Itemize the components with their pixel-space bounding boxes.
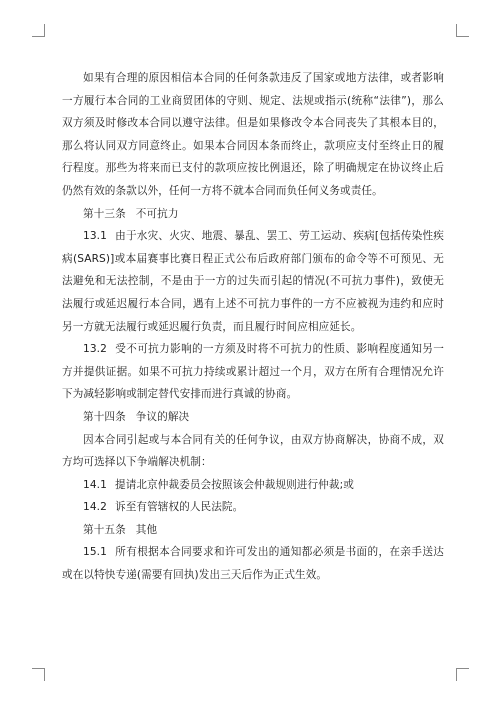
crop-mark-top-right [456,24,469,37]
clause-15-1 [62,541,444,586]
clause-13-1-number: 13.1 [83,230,107,243]
clause-14-2 [62,496,444,519]
crop-mark-bottom-left [32,668,45,681]
section-14-heading [62,406,444,429]
clause-14-2-number: 14.2 [83,501,107,514]
clause-14-2-text: 诉至有管辖权的人民法院。 [115,501,244,514]
paragraph-termination-due-to-law: 如果有合理的原因相信本合同的任何条款违反了国家或地方法律，或者影响一方履行本合同的工业商贸团体的守则、规定、法规或指示(统称“法律”)，那么双方须及时修改本合同以遵守法律。但是如果修改令本合同丧失了其根本目的，那么将认同双方同意终止。如果本合同因本条而终止，款项应支付至终止日的履行程度。那些为将来而已支付的款项应按比例退还，除了明确规定在协议终止后仍然有效的条款以外，任何一方将不就本合同而负任何义务或责任。 [62,72,444,197]
clause-13-2-text: 受不可抗力影响的一方须及时将不可抗力的性质、影响程度通知另一方并提供证据。如果不可抗力持续或累计超过一个月，双方在所有合理情况允许下为减轻影响或制定替代安排而进行真诚的协商。 [62,343,444,401]
clause-13-2-number: 13.2 [83,343,107,356]
section-15-heading [62,519,444,542]
clause-13-1 [62,225,444,338]
clause-14-1-number: 14.1 [83,478,107,491]
section-13-title: 不可抗力 [135,207,179,220]
clause-14-1-text: 提请北京仲裁委员会按照该会仲裁规则进行仲裁;或 [115,478,354,491]
section-14-intro: 因本合同引起或与本合同有关的任何争议，由双方协商解决，协商不成，双方均可选择以下争端解决机制： [62,433,444,469]
crop-mark-top-left [32,24,45,37]
clause-13-1-text: 由于水灾、火灾、地震、暴乱、罢工、劳工运动、疾病[包括传染性疾病(SARS)]或本届赛事比赛日程正式公布后政府部门颁布的命令等不可预见、无法避免和无法控制，不是由于一方的过失而引起的情况(不可抗力事件)，致使无法履行或延迟履行本合同，遇有上述不可抗力事件的一方不应被视为违约和应时另一方就无法履行或延迟履行负责，而且履行时间应相应延长。 [62,230,444,333]
section-13-heading [62,203,444,226]
section-14-number: 第十四条 [83,410,126,423]
section-15-number: 第十五条 [83,523,126,536]
clause-15-1-number: 15.1 [83,546,107,559]
section-14-title: 争议的解决 [135,410,190,423]
crop-mark-bottom-right [456,668,469,681]
clause-15-1-text: 所有根据本合同要求和许可发出的通知都必须是书面的，在亲手送达或在以特快专递(需要有回执)发出三天后作为正式生效。 [62,546,444,582]
section-15-title: 其他 [135,523,158,536]
clause-14-1 [62,474,444,497]
document-body [62,67,444,587]
section-13-number: 第十三条 [83,207,126,220]
clause-13-2 [62,338,444,406]
